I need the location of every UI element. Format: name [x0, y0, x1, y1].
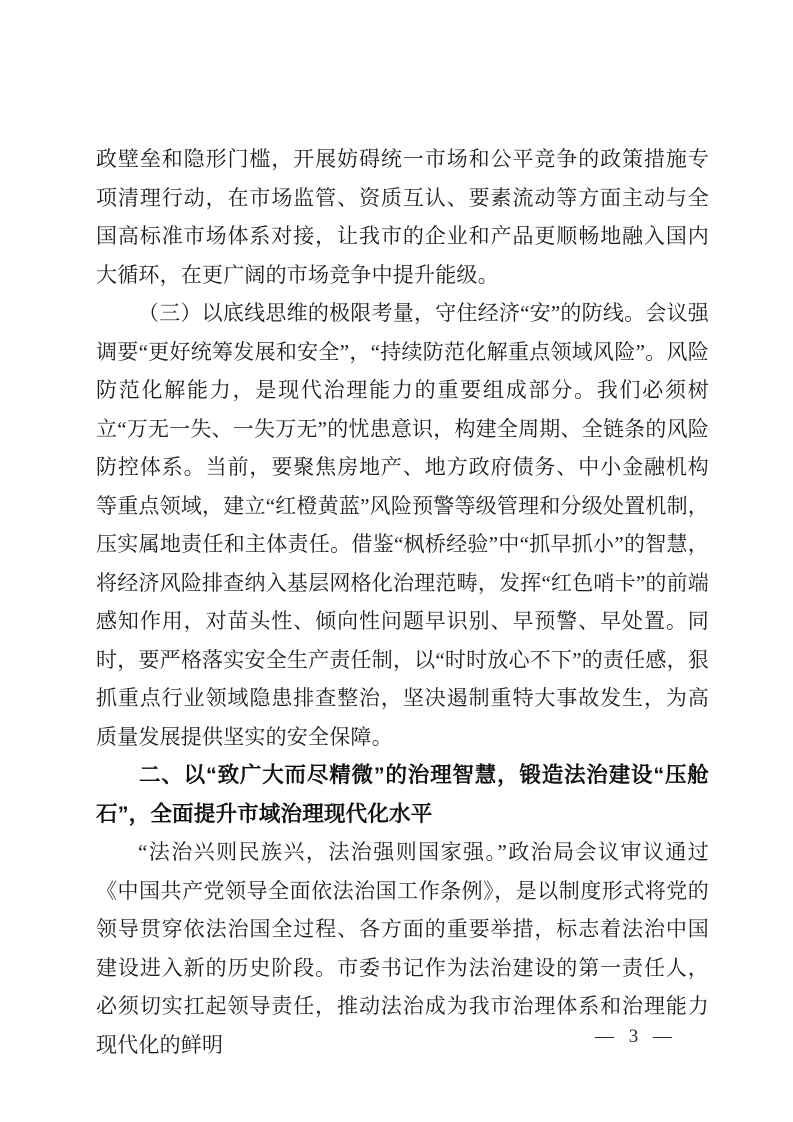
section-three-lead: （三）以底线思维的极限考量，守住经济“安”的防线。: [138, 301, 646, 325]
section-two-heading: 二、以“致广大而尽精微”的治理智慧，锻造法治建设“压舱石”，全面提升市域治理现代化水平: [96, 763, 709, 826]
section-three-body: 会议强调要“更好统筹发展和安全”，“持续防范化解重点领域风险”。风险防范化解能力，是现代治理能力的重要组成部分。我们必须树立“万无一失、一失万无”的忧患意识，构建全周期、全链条的风险防控体系。当前，要聚焦房地产、地方政府债务、中小金融机构等重点领域，建立“红橙黄蓝”风险预警等级管理和分级处置机制，压实属地责任和主体责任。借鉴“枫桥经验”中“抓早抓小”的智慧，将经济风险排查纳入基层网格化治理范畴，发挥“红色哨卡”的前端感知作用，对苗头性、倾向性问题早识别、早预警、早处置。同时，要严格落实安全生产责任制，以“时时放心不下”的责任感，狠抓重点行业领域隐患排查整治，坚决遏制重特大事故发生，为高质量发展提供坚实的安全保障。: [96, 301, 709, 749]
paragraph-section-three: [96, 294, 709, 756]
page-number: — 3 —: [595, 1026, 677, 1047]
document-body: [96, 140, 709, 1064]
paragraph-market-continuation: [96, 140, 709, 294]
paragraph-text: “法治兴则民族兴，法治强则国家强。”政治局会议审议通过《中国共产党领导全面依法治国工作条例》，是以制度形式将党的领导贯穿依法治国全过程、各方面的重要举措，标志着法治中国建设进入新的历史阶段。市委书记作为法治建设的第一责任人，必须切实扛起领导责任，推动法治成为我市治理体系和治理能力现代化的鲜明: [96, 840, 709, 1057]
paragraph-text: 政壁垒和隐形门槛，开展妨碍统一市场和公平竞争的政策措施专项清理行动，在市场监管、资质互认、要素流动等方面主动与全国高标准市场体系对接，让我市的企业和产品更顺畅地融入国内大循环，在更广阔的市场竞争中提升能级。: [96, 147, 709, 287]
